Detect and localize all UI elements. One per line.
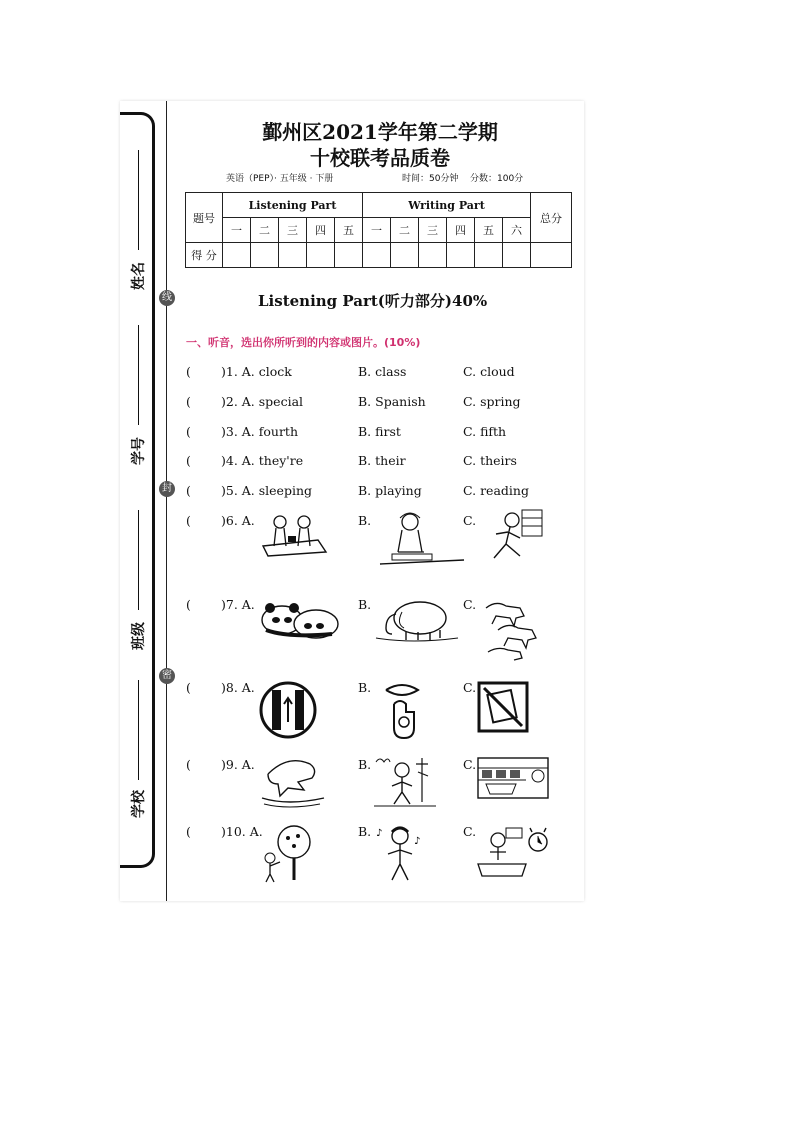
cut-line <box>166 101 167 901</box>
writing-col: 六 <box>503 218 531 243</box>
picture-question-a: )8. A. <box>221 680 255 695</box>
class-line <box>138 510 139 610</box>
id-label: 学号 <box>131 437 147 465</box>
question-option-c: C. spring <box>463 394 521 409</box>
listening-col: 一 <box>223 218 251 243</box>
listening-col: 三 <box>279 218 307 243</box>
total-score-cell[interactable] <box>531 243 572 268</box>
picture-option-c: C. <box>463 597 477 612</box>
id-line <box>138 325 139 425</box>
score-cell[interactable] <box>335 243 363 268</box>
elephant-icon[interactable] <box>372 594 466 664</box>
picture-question-a: )6. A. <box>221 513 255 528</box>
listening-col: 五 <box>335 218 363 243</box>
score-cell[interactable] <box>223 243 251 268</box>
answer-paren[interactable]: ( <box>186 680 191 695</box>
picture-option-b: B. <box>358 513 372 528</box>
market-icon[interactable] <box>476 754 552 810</box>
total-header: 总分 <box>531 193 572 243</box>
picture-option-b: B. <box>358 757 372 772</box>
listening-col: 四 <box>307 218 335 243</box>
school-label: 学校 <box>131 790 147 818</box>
boy-music-icon[interactable] <box>372 824 466 886</box>
writing-part-header: Writing Part <box>363 193 531 218</box>
picture-option-b: B. <box>358 597 372 612</box>
writing-col: 四 <box>447 218 475 243</box>
picture-option-c: C. <box>463 824 477 839</box>
name-line <box>138 150 139 250</box>
name-label: 姓名 <box>131 262 147 290</box>
writing-col: 五 <box>475 218 503 243</box>
running-boy-icon[interactable] <box>476 508 552 570</box>
school-line <box>138 680 139 780</box>
picture-option-b: B. <box>358 824 372 839</box>
score-cell[interactable] <box>447 243 475 268</box>
subject-info: 英语（PEP）· 五年级 · 下册 <box>226 174 334 184</box>
answer-paren[interactable]: ( <box>186 483 191 498</box>
score-info: 分数：100分 <box>470 174 524 184</box>
answer-paren[interactable]: ( <box>186 824 191 839</box>
question-option-a: )5. A. sleeping <box>221 483 313 498</box>
picture-question-a: )7. A. <box>221 597 255 612</box>
horses-icon[interactable] <box>476 594 552 664</box>
answer-paren[interactable]: ( <box>186 513 191 528</box>
class-label: 班级 <box>131 622 147 650</box>
answer-paren[interactable]: ( <box>186 394 191 409</box>
picture-option-c: C. <box>463 680 477 695</box>
question-option-c: C. reading <box>463 483 529 498</box>
score-table <box>185 192 572 268</box>
question-option-b: B. their <box>358 453 406 468</box>
answer-paren[interactable]: ( <box>186 597 191 612</box>
writing-col: 二 <box>391 218 419 243</box>
picture-option-b: B. <box>358 680 372 695</box>
question-option-c: C. theirs <box>463 453 517 468</box>
svg-text:♪: ♪ <box>376 828 383 839</box>
table-header-question: 题号 <box>186 193 223 243</box>
table-header-score: 得 分 <box>186 243 223 268</box>
score-cell[interactable] <box>475 243 503 268</box>
score-cell[interactable] <box>503 243 531 268</box>
question-option-a: )4. A. they're <box>221 453 304 468</box>
picture-option-c: C. <box>463 757 477 772</box>
exam-title-line1: 鄞州区2021学年第二学期 <box>262 120 498 144</box>
listening-part-header: Listening Part <box>223 193 363 218</box>
picture-question-a: )10. A. <box>221 824 263 839</box>
time-info: 时间：50分钟 <box>402 174 459 184</box>
writing-col: 一 <box>363 218 391 243</box>
question-option-b: B. class <box>358 364 407 379</box>
breakfast-clock-icon[interactable] <box>476 824 552 886</box>
seal-seal-mark: 封 <box>159 481 175 497</box>
question-option-b: B. playing <box>358 483 422 498</box>
no-phone-sign-icon[interactable] <box>476 680 552 742</box>
score-cell[interactable] <box>279 243 307 268</box>
picture-question-a: )9. A. <box>221 757 255 772</box>
score-cell[interactable] <box>251 243 279 268</box>
score-cell[interactable] <box>419 243 447 268</box>
picture-option-c: C. <box>463 513 477 528</box>
quiet-sign-icon[interactable] <box>372 680 466 742</box>
svg-text:♪: ♪ <box>414 836 421 847</box>
keep-right-sign-icon[interactable] <box>258 680 342 742</box>
score-cell[interactable] <box>391 243 419 268</box>
question-option-b: B. Spanish <box>358 394 426 409</box>
boy-outdoors-icon[interactable] <box>372 754 466 810</box>
listening-section-title: Listening Part(听力部分)40% <box>258 292 488 310</box>
score-cell[interactable] <box>363 243 391 268</box>
part1-heading: 一、听音，选出你所听到的内容或图片。(10%) <box>186 336 421 349</box>
answer-paren[interactable]: ( <box>186 364 191 379</box>
listening-col: 二 <box>251 218 279 243</box>
picnic-icon[interactable] <box>258 508 342 570</box>
question-option-a: )1. A. clock <box>221 364 292 379</box>
reading-girl-icon[interactable] <box>372 508 466 570</box>
writing-col: 三 <box>419 218 447 243</box>
exam-title-line2: 十校联考品质卷 <box>310 146 450 170</box>
question-option-b: B. first <box>358 424 401 439</box>
seal-line-mark: 线 <box>159 290 175 306</box>
answer-paren[interactable]: ( <box>186 757 191 772</box>
tree-child-icon[interactable] <box>258 824 342 886</box>
score-cell[interactable] <box>307 243 335 268</box>
question-option-c: C. cloud <box>463 364 515 379</box>
seal-secret-mark: 密 <box>159 668 175 684</box>
pandas-icon[interactable] <box>258 594 342 664</box>
shrimp-icon[interactable] <box>258 754 342 810</box>
question-option-a: )2. A. special <box>221 394 304 409</box>
question-option-c: C. fifth <box>463 424 507 439</box>
answer-paren[interactable]: ( <box>186 424 191 439</box>
answer-paren[interactable]: ( <box>186 453 191 468</box>
question-option-a: )3. A. fourth <box>221 424 299 439</box>
